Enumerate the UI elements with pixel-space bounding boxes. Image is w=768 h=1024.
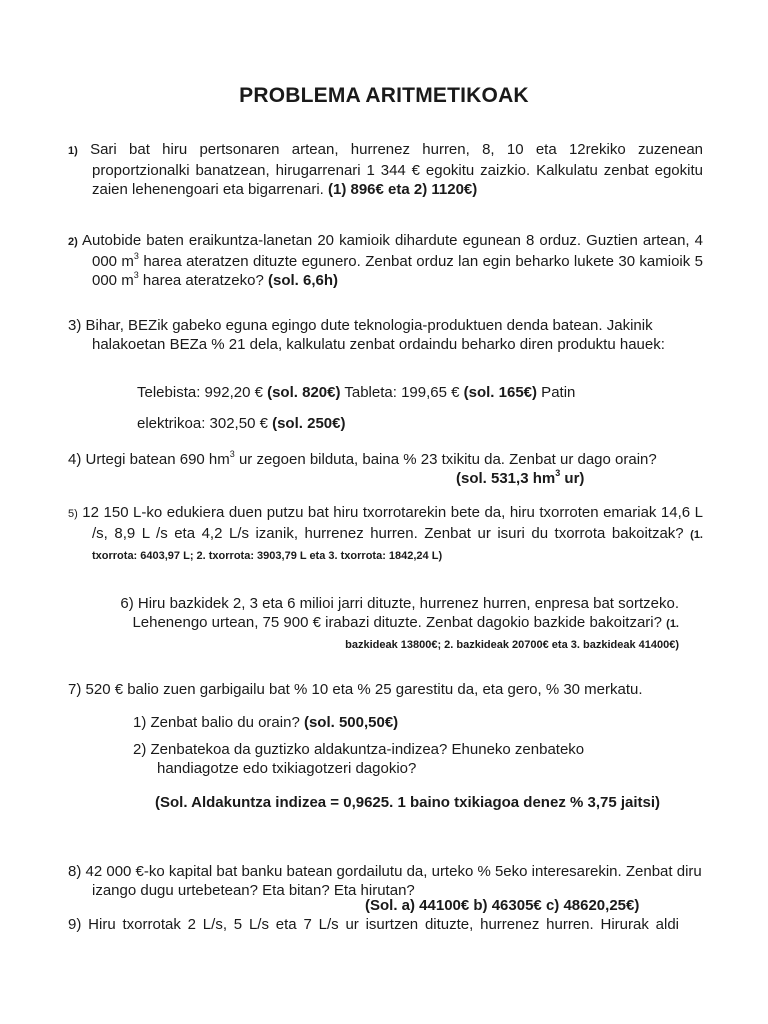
solution-text: (1. — [666, 618, 679, 630]
problem-text: 3) Bihar, BEZik gabeko eguna egingo dute teknologia-produktuen denda batean. Jakinik halakoetan BEZa % 21 dela, kalkulatu zenbat ordaindu beharko diren produktu hauek: — [68, 317, 665, 353]
problem-4 — [68, 450, 679, 469]
question-text: 2) Zenbatekoa da guztizko aldakuntza-indizea? Ehuneko zenbateko handiagotze edo txikiagotzeri dagokio? — [133, 741, 585, 777]
superscript: 3 — [133, 270, 139, 280]
problem-text: Autobide baten eraikuntza-lanetan 20 kamioik dihardute egunean 8 orduz. Guztien artean, 4 000 m — [77, 232, 703, 270]
problem-3-items-line2 — [137, 414, 637, 433]
problem-4-solution — [456, 469, 656, 488]
problem-number: 5) — [68, 508, 78, 520]
solution-text: (sol. 820€) — [267, 384, 341, 401]
problem-5 — [68, 503, 703, 566]
solution-text: (sol. 531,3 hm — [456, 470, 556, 487]
solution-text: (sol. 500,50€) — [303, 714, 399, 731]
solution-text: (sol. 250€) — [272, 415, 346, 432]
superscript: 3 — [229, 449, 235, 459]
problem-2 — [68, 231, 703, 290]
item-text: Tableta: 199,65 € — [340, 384, 464, 401]
solution-text: (sol. 6,6h) — [267, 272, 338, 289]
problem-8 — [68, 862, 703, 900]
solution-text: (1. txorrota: 6403,97 L; 2. txorrota: 3903,79 L eta 3. txorrota: 1842,24 L) — [92, 529, 703, 562]
problem-7-question-1 — [133, 713, 633, 732]
solution-text: (1) 896€ eta 2) 1120€) — [328, 181, 478, 198]
solution-text: ur) — [560, 470, 585, 487]
superscript: 3 — [133, 251, 139, 261]
page-title: PROBLEMA ARITMETIKOAK — [239, 84, 529, 107]
problem-7 — [68, 680, 679, 699]
problem-text: Sari bat hiru pertsonaren artean, hurrenez hurren, 8, 10 eta 12rekiko zuzenean proportzionalki banatzean, hirugarrenari 1 344 € egokitu zaizkio. Kalkulatu zenbat egokitu zaien lehenengoari eta bigarrenari. — [77, 141, 703, 198]
problem-1 — [68, 140, 703, 199]
superscript: 3 — [555, 468, 561, 478]
problem-text: 4) Urtegi batean 690 hm — [68, 451, 230, 468]
item-text: Patin — [537, 384, 576, 401]
problem-8-solution: (Sol. a) 44100€ b) 46305€ c) 48620,25€) — [365, 897, 640, 914]
problem-3-items-line1 — [137, 383, 637, 402]
solution-text: bazkideak 13800€; 2. bazkideak 20700€ eta 3. bazkideak 41400€) — [345, 639, 679, 651]
solution-text: (sol. 165€) — [463, 384, 538, 401]
problem-number: 2) — [68, 236, 78, 248]
problem-text: 12 150 L-ko edukiera duen putzu bat hiru txorrotarekin bete da, hiru txorroten emariak 14,6 L /s, 8,9 L /s eta 4,2 L/s izanik, hurrenez hurren. Zenbat ur isuri du txorrota bakoitzak? — [77, 504, 703, 542]
item-text: elektrikoa: 302,50 € — [137, 415, 273, 432]
problem-text: harea ateratzen dituzte egunero. Zenbat orduz lan egin beharko lukete 30 kamioik 5 000 m — [92, 253, 703, 289]
problem-7-solution: (Sol. Aldakuntza indizea = 0,9625. 1 baino txikiagoa denez % 3,75 jaitsi) — [155, 794, 661, 811]
problem-number: 1) — [68, 145, 78, 157]
problem-9 — [68, 915, 679, 934]
item-text: Telebista: 992,20 € — [137, 384, 268, 401]
problem-text: ur zegoen bilduta, baina % 23 txikitu da. Zenbat ur dago orain? — [234, 451, 657, 468]
problem-text: 8) 42 000 €-ko kapital bat banku batean gordailutu da, urteko % 5eko interesarekin. Zenbat diru izango dugu urtebetean? Eta bitan? Eta hirutan? — [68, 863, 702, 899]
problem-text: 6) Hiru bazkidek 2, 3 eta 6 milioi jarri dituzte, hurrenez hurren, enpresa bat sortzeko. Lehenengo urtean, 75 900 € irabazi dituzte. Zenbat dagokio bazkide bakoitzari? — [120, 595, 679, 631]
problem-text: harea ateratzeko? — [138, 272, 268, 289]
problem-text: 7) 520 € balio zuen garbigailu bat % 10 eta % 25 garestitu da, eta gero, % 30 merkatu. — [68, 681, 643, 698]
question-text: 1) Zenbat balio du orain? — [133, 714, 304, 731]
problem-text: 9) Hiru txorrotak 2 L/s, 5 L/s eta 7 L/s ur isurtzen dituzte, hurrenez hurren. Hirurak aldi — [68, 916, 679, 933]
problem-3 — [68, 316, 682, 354]
problem-7-question-2 — [133, 740, 647, 778]
problem-6 — [80, 594, 679, 655]
